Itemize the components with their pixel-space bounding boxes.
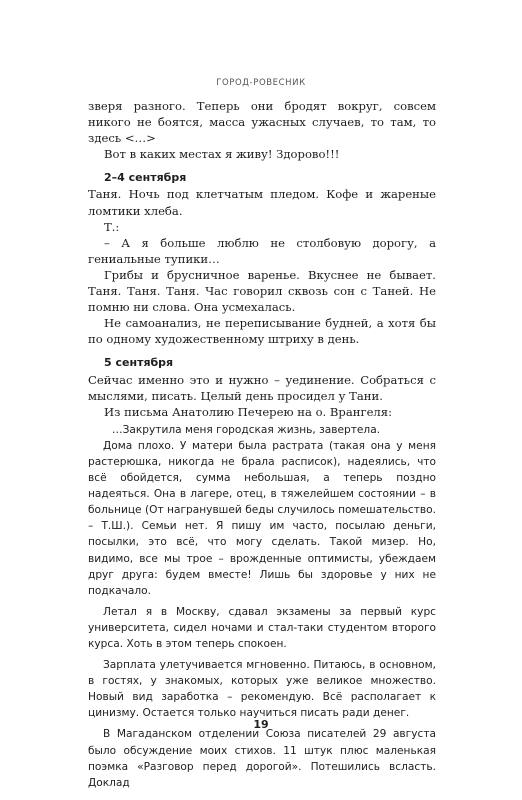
paragraph: – А я больше люблю не столбовую дорогу, а гениальные тупики… [88,235,436,266]
running-head: ГОРОД-РОВЕСНИК [216,78,306,88]
date-heading: 5 сентября [104,356,174,370]
paragraph-gap [88,347,436,355]
paragraph: Грибы и брусничное варенье. Вкуснее не бывает. Таня. Таня. Таня. Час говорил сквозь сон с Таней. Не помню ни слова. Она усмехалась. [88,267,436,315]
letter-paragraph: Дома плохо. У матери была растрата (такая она у меня растерюшка, никогда не брала расписок), надеялись, что всё обойдется, сумма небольшая, а теперь поздно надеяться. Она в лагере, отец, в тяжелейшем состоянии – в больнице (От награнувшей беды случилось помешательство. – Т.Ш.). Семьи нет. Я пишу им часто, посылаю деньги, посылки, это всё, что могу сделать. Такой мизер. Но, видимо, все мы трое – врожденные оптимисты, убеждаем друг друга: будем вместе! Лишь бы здоровье у них не подкачало. [88,439,436,597]
paragraph: Не самоанализ, не переписывание будней, а хотя бы по одному художественному штриху в день. [88,316,436,347]
date-heading: 2–4 сентября [104,171,187,185]
paragraph: Таня. Ночь под клетчатым пледом. Кофе и жареные ломтики хлеба. [88,187,436,218]
paragraph-gap [88,162,436,170]
letter-paragraph: Летал я в Москву, сдавал экзамены за первый курс университета, сидел ночами и стал-таки студентом второго курса. Хоть в этом теперь спокоен. [88,605,436,650]
letter-paragraph: Зарплата улетучивается мгновенно. Питаюсь, в основном, в гостях, у знакомых, которых уже великое множество. Новый вид заработка – рекомендую. Всё располагает к цинизму. Остается только научиться писать ради денег. [88,659,436,720]
body-text [88,98,436,791]
letter-paragraph: …Закрутила меня городская жизнь, завертела. [112,423,381,436]
paragraph: зверя разного. Теперь они бродят вокруг, совсем никого не боятся, масса ужасных случаев, то там, то здесь <…> [88,99,436,146]
letter-paragraph: В Магаданском отделении Союза писателей 29 августа было обсуждение моих стихов. 11 штук плюс маленькая поэмка «Разговор перед дорогой». Потешились всласть. Доклад [88,728,436,789]
paragraph: Сейчас именно это и нужно – уединение. Собраться с мыслями, писать. Целый день просидел у Тани. [88,372,436,403]
page-number: 19 [253,718,269,731]
paragraph: Т.: [104,219,120,234]
paragraph: Из письма Анатолию Печерею на о. Врангеля: [104,404,393,419]
paragraph: Вот в каких местах я живу! Здорово!!! [104,147,340,162]
letter-quote [88,422,436,791]
